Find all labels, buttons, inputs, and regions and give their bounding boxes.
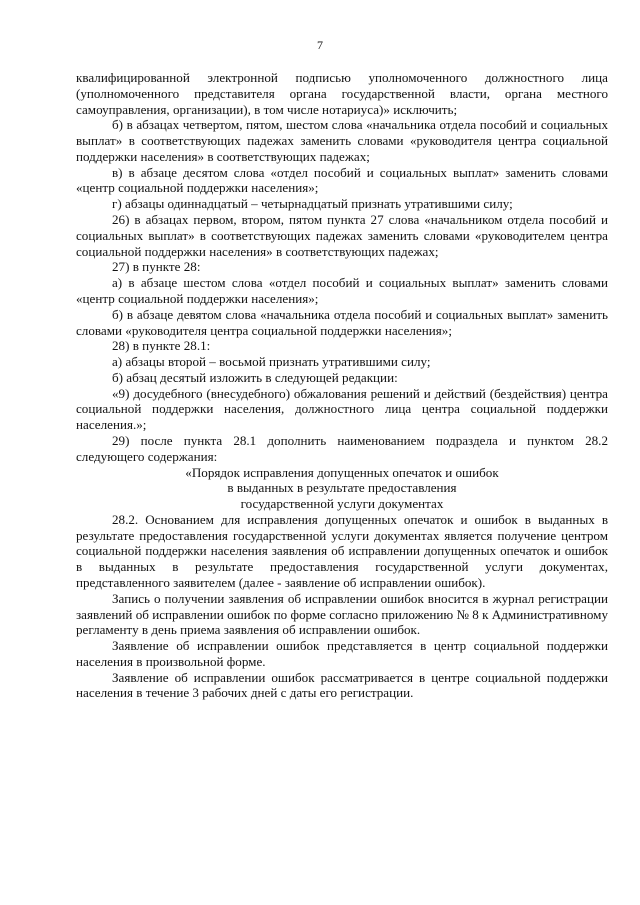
paragraph: б) абзац десятый изложить в следующей редакции:: [112, 369, 398, 385]
section-heading-line: государственной услуги документах: [240, 496, 444, 512]
section-heading-line: «Порядок исправления допущенных опечаток и ошибок: [185, 464, 499, 480]
paragraph: а) абзацы второй – восьмой признать утратившими силу;: [112, 354, 431, 370]
paragraph: Запись о получении заявления об исправлении ошибок вносится в журнал регистрации заявлений об исправлении ошибок по форме согласно приложению № 8 к Административному регламенту в день приема заявления об исправлении ошибок.: [76, 590, 608, 638]
paragraph: а) в абзаце шестом слова «отдел пособий и социальных выплат» заменить словами «центр социальной поддержки населения»;: [76, 275, 608, 306]
paragraph: «9) досудебного (внесудебного) обжалования решений и действий (бездействия) центра социальной поддержки населения, должностного лица центра социальной поддержки населения.»;: [76, 385, 608, 433]
paragraph: г) абзацы одиннадцатый – четырнадцатый признать утратившими силу;: [112, 196, 513, 212]
page-number: 7: [317, 38, 323, 52]
paragraph: б) в абзацах четвертом, пятом, шестом слова «начальника отдела пособий и социальных выплат» в соответствующих падежах заменить словами «руководителя центра социальной поддержки населения» в соответствующих падежах;: [76, 117, 608, 164]
paragraph: 27) в пункте 28:: [112, 259, 201, 275]
paragraph: Заявление об исправлении ошибок представляется в центр социальной поддержки населения в произвольной форме.: [76, 638, 608, 669]
paragraph: 28) в пункте 28.1:: [112, 338, 211, 354]
paragraph: 26) в абзацах первом, втором, пятом пункта 27 слова «начальником отдела пособий и социальных выплат» в соответствующих падежах заменить словами «руководителем центра социальной поддержки населения» в соответствующих падежах;: [76, 212, 608, 259]
paragraph: в) в абзаце десятом слова «отдел пособий и социальных выплат» заменить словами «центр социальной поддержки населения»;: [76, 164, 608, 196]
paragraph: 29) после пункта 28.1 дополнить наименованием подраздела и пунктом 28.2 следующего содержания:: [76, 432, 608, 464]
paragraph: квалифицированной электронной подписью уполномоченного должностного лица (уполномоченного представителя органа государственной власти, органа местного самоуправления, организации), в том числе нотариуса)» исключить;: [76, 70, 608, 117]
paragraph: Заявление об исправлении ошибок рассматривается в центре социальной поддержки населения в течение 3 рабочих дней с даты его регистрации.: [76, 669, 608, 701]
document-body: [76, 70, 608, 701]
section-heading-line: в выданных в результате предоставления: [227, 480, 457, 496]
paragraph: 28.2. Основанием для исправления допущенных опечаток и ошибок в выданных в результате предоставления государственной услуги документах является получение центром социальной поддержки населения заявления об исправлении допущенных опечаток и ошибок в выданных в результате предоставления государственной услуги документах, представленного заявителем (далее - заявление об исправлении ошибок).: [76, 511, 608, 590]
paragraph: б) в абзаце девятом слова «начальника отдела пособий и социальных выплат» заменить словами «руководителя центра социальной поддержки населения»;: [76, 306, 608, 338]
